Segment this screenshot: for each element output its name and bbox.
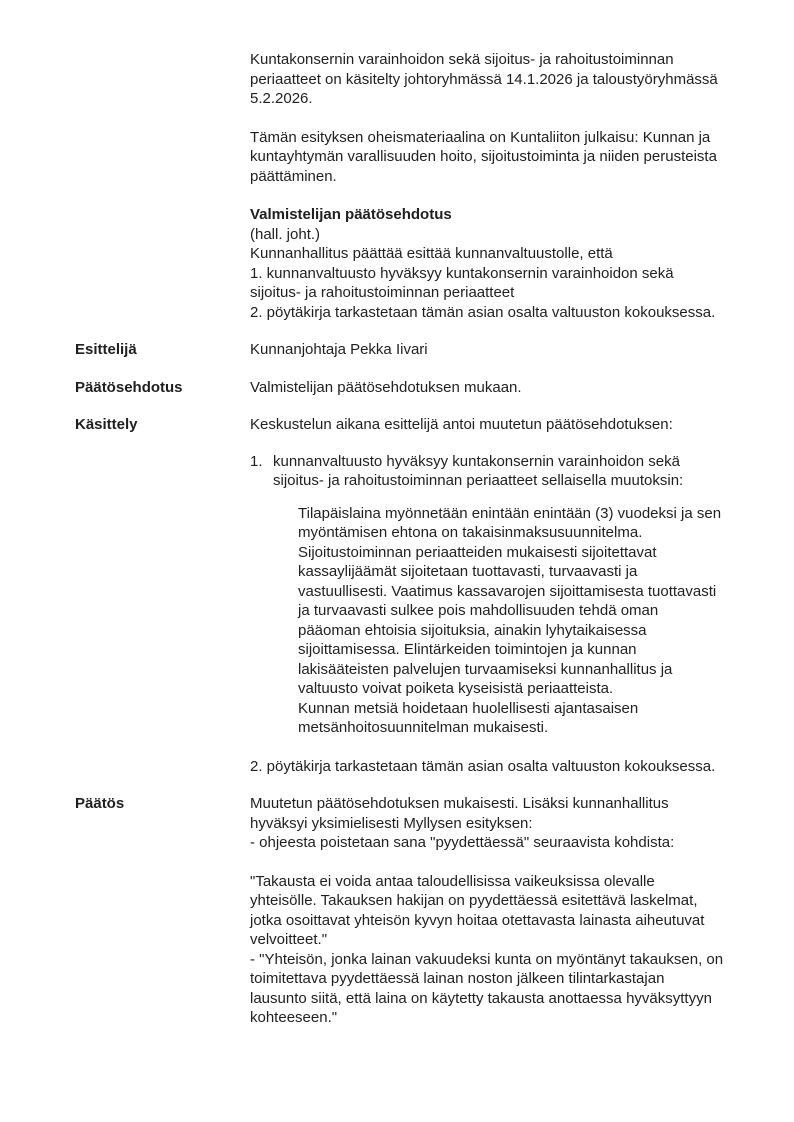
label-gutter (75, 50, 250, 322)
decision-body (250, 794, 724, 1028)
decision-proposal-text: Valmistelijan päätösehdotuksen mukaan. (250, 378, 522, 396)
intro-paragraph-2: Tämän esityksen oheismateriaalina on Kuntaliiton julkaisu: Kunnan ja kuntayhtymän varallisuuden hoito, sijoitustoiminta ja niiden perusteista päättäminen. (250, 128, 717, 185)
proposal-line-1: Kunnanhallitus päättää esittää kunnanvaltuustolle, että (250, 245, 613, 262)
handling-detail-block (298, 504, 724, 738)
intro-body (250, 50, 724, 322)
intro-section (75, 50, 724, 322)
handling-section (75, 415, 724, 776)
decision-proposal-section (75, 378, 724, 398)
proposal-line-2: 1. kunnanvaltuusto hyväksyy kuntakonsernin varainhoidon sekä sijoitus- ja rahoitustoiminnan periaatteet (250, 264, 674, 301)
proposal-heading: Valmistelijan päätösehdotus (250, 206, 452, 223)
handling-intro: Keskustelun aikana esittelijä antoi muutetun päätösehdotuksen: (250, 416, 673, 433)
handling-label: Käsittely (75, 416, 138, 433)
presenter-text: Kunnanjohtaja Pekka Iivari (250, 341, 428, 358)
decision-proposal-body (250, 378, 724, 398)
decision-proposal-label: Päätösehdotus (75, 378, 183, 396)
decision-line-1: Muutetun päätösehdotuksen mukaisesti. Lisäksi kunnanhallitus hyväksyi yksimielisesti Myllysen esityksen: (250, 795, 669, 832)
proposal-line-3: 2. pöytäkirja tarkastetaan tämän asian osalta valtuuston kokouksessa. (250, 303, 716, 321)
document-content (75, 50, 724, 1028)
presenter-section (75, 340, 724, 360)
intro-paragraph-1: Kuntakonsernin varainhoidon sekä sijoitus- ja rahoitustoiminnan periaatteet on käsitelty johtoryhmässä 14.1.2026 ja taloustyöryhmässä 5.2.2026. (250, 51, 718, 107)
proposal-note: (hall. joht.) (250, 225, 321, 243)
presenter-body (250, 340, 724, 360)
handling-detail-paragraph-1: Tilapäislaina myönnetään enintään enintään (3) vuodeksi ja sen myöntämisen ehtona on takaisinmaksusuunnitelma. Sijoitustoiminnan periaatteiden mukaisesti sijoitettavat kassaylijäämät sijoitetaan tuottavasti, turvaavasti ja vastuullisesti. Vaatimus kassavarojen sijoittamisesta tuottavasti ja turvaavasti sulkee pois mahdollisuuden tehdä oman pääoman ehtoisia sijoituksia, ainakin lyhytaikaisessa sijoittamisessa. Elintärkeiden toimintojen ja kunnan lakisääteisten palvelujen turvaamiseksi kunnanhallitus ja valtuusto voivat poiketa kyseisistä periaatteista. (298, 504, 722, 697)
handling-detail-paragraph-2: Kunnan metsiä hoidetaan huolellisesti ajantasaisen metsänhoitosuunnitelman mukaisesti. (298, 699, 639, 736)
decision-quote-2: - "Yhteisön, jonka lainan vakuudeksi kunta on myöntänyt takauksen, on toimitettava pyydettäessä lainan noston jälkeen tilintarkastajan lausunto siitä, että laina on käytetty takausta anottaessa hyväksyttyyn kohteeseen." (250, 950, 724, 1026)
decision-label: Päätös (75, 795, 125, 812)
decision-section (75, 794, 724, 1028)
handling-body (250, 415, 724, 776)
decision-quote-1: "Takausta ei voida antaa taloudellisissa vaikeuksissa olevalle yhteisölle. Takauksen hakijan on pyydettäessä esitettävä laskelmat, jotka osoittavat yhteisön kyvyn hoitaa otettavasta lainasta aiheutuvat velvoitteet." (250, 872, 705, 948)
handling-item-1 (250, 452, 724, 491)
handling-item-2: 2. pöytäkirja tarkastetaan tämän asian osalta valtuuston kokouksessa. (250, 757, 716, 775)
handling-item-1-marker: 1. (250, 452, 263, 470)
handling-item-1-text: kunnanvaltuusto hyväksyy kuntakonsernin varainhoidon sekä sijoitus- ja rahoitustoiminnan periaatteet sellaisella muutoksin: (273, 452, 684, 489)
presenter-label: Esittelijä (75, 341, 137, 358)
decision-line-2: - ohjeesta poistetaan sana "pyydettäessä" seuraavista kohdista: (250, 834, 675, 851)
